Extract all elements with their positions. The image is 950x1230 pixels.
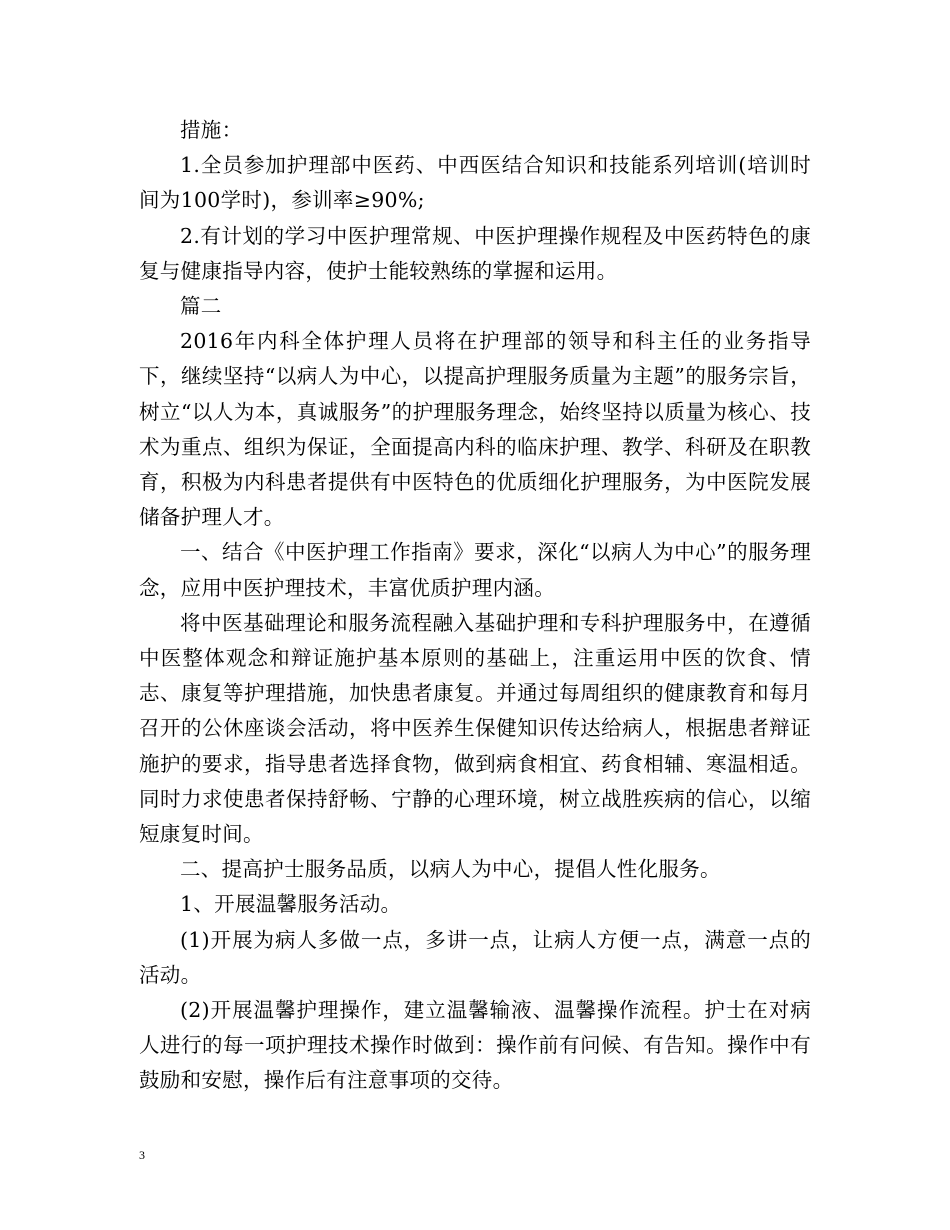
paragraph-introduction: 2016年内科全体护理人员将在护理部的领导和科主任的业务指导下，继续坚持“以病人为中心，以提高护理服务质量为主题”的服务宗旨，树立“以人为本，真诚服务”的护理服务理念，始终坚持以质量为核心、技术为重点、组织为保证，全面提高内科的临床护理、教学、科研及在职教育，积极为内科患者提供有中医特色的优质细化护理服务，为中医院发展储备护理人才。 — [139, 329, 811, 530]
paragraph-measure-2: 2.有计划的学习中医护理常规、中医护理操作规程及中医药特色的康复与健康指导内容，使护士能较熟练的掌握和运用。 — [139, 223, 811, 283]
paragraph-subitem-2: (2)开展温馨护理操作，建立温馨输液、温馨操作流程。护士在对病人进行的每一项护理技术操作时做到：操作前有问候、有告知。操作中有鼓励和安慰，操作后有注意事项的交待。 — [139, 998, 811, 1093]
paragraph-subitem-1: (1)开展为病人多做一点，多讲一点，让病人方便一点，满意一点的活动。 — [139, 927, 811, 987]
paragraph-section-one-body: 将中医基础理论和服务流程融入基础护理和专科护理服务中，在遵循中医整体观念和辩证施护基本原则的基础上，注重运用中医的饮食、情志、康复等护理措施，加快患者康复。并通过每周组织的健康教育和每月召开的公休座谈会活动，将中医养生保健知识传达给病人，根据患者辩证施护的要求，指导患者选择食物，做到病食相宜、药食相辅、寒温相适。同时力求使患者保持舒畅、宁静的心理环境，树立战胜疾病的信心，以缩短康复时间。 — [139, 610, 811, 847]
paragraph-item-1: 1、开展温馨服务活动。 — [180, 892, 402, 917]
document-body — [139, 113, 811, 1099]
section-heading-part-two: 篇二 — [180, 294, 222, 319]
paragraph-measure-1: 1.全员参加护理部中医药、中西医结合知识和技能系列培训(培训时间为100学时)，参训率≥90%; — [139, 153, 811, 213]
paragraph-measures-heading: 措施： — [180, 118, 243, 142]
paragraph-section-one-title: 一、结合《中医护理工作指南》要求，深化“以病人为中心”的服务理念，应用中医护理技术，丰富优质护理内涵。 — [139, 540, 811, 600]
page-number: 3 — [139, 1148, 145, 1162]
paragraph-section-two-title: 二、提高护士服务品质，以病人为中心，提倡人性化服务。 — [180, 857, 721, 882]
